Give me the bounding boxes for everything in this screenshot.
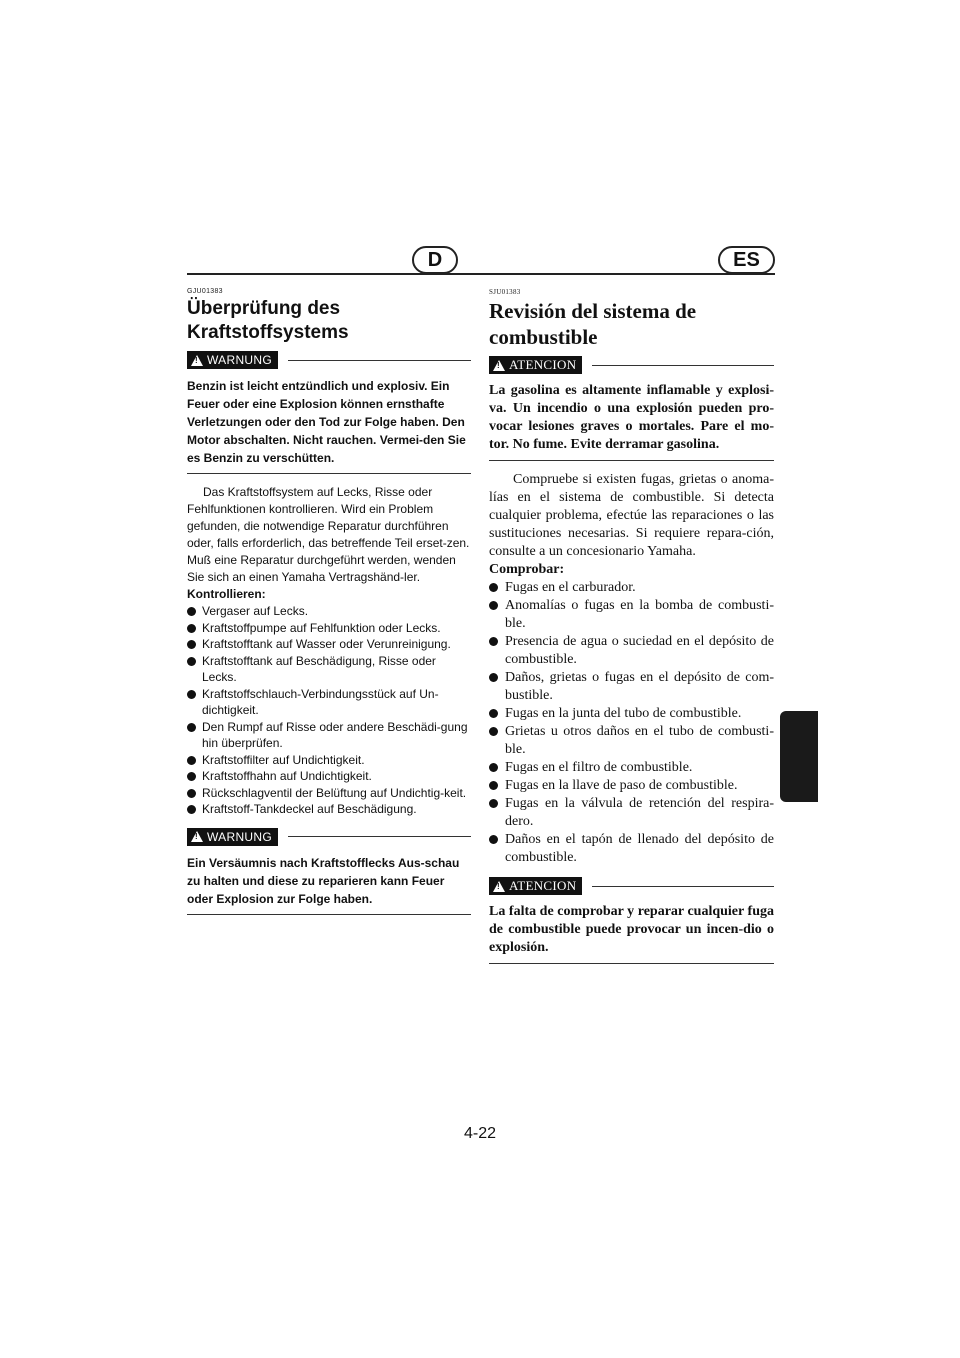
language-tab-de	[412, 246, 458, 274]
bullet-icon	[187, 789, 196, 798]
list-item-text: Daños en el tapón de llenado del depósito de combustible.	[505, 832, 774, 865]
bullet-icon	[489, 799, 498, 808]
section-title-line2: combustible	[489, 325, 598, 349]
list-item-text: Kraftstofftank auf Wasser oder Verunreinigung.	[202, 637, 451, 651]
list-item	[187, 768, 471, 785]
section-title-line1: Revisión del sistema de	[489, 299, 697, 323]
bullet-icon	[187, 756, 196, 765]
list-item	[489, 705, 774, 723]
list-item-text: Fugas en la junta del tubo de combustible.	[505, 706, 742, 721]
bullet-icon	[489, 763, 498, 772]
warning-icon	[191, 355, 203, 366]
list-item-text: Kraftstoff-Tankdeckel auf Beschädigung.	[202, 802, 417, 816]
section-title	[187, 297, 471, 345]
bullet-icon	[489, 835, 498, 844]
page-number: 4-22	[463, 1125, 497, 1142]
list-item-text: Presencia de agua o suciedad en el depósito de combustible.	[505, 634, 774, 667]
body-paragraph: Das Kraftstoffsystem auf Lecks, Risse oder Fehlfunktionen kontrollieren. Wird ein Problem gefunden, die notwendige Reparatur durchführen oder, falls erforderlich, das betreffende Teil erset-zen. Muß eine Reparatur durchgeführt werden, wenden Sie sich an einen Yamaha Vertragshänd-ler.	[187, 485, 470, 584]
list-item-text: Rückschlagventil der Belüftung auf Undichtig-keit.	[202, 785, 467, 800]
list-item-text: Vergaser auf Lecks.	[202, 604, 309, 618]
list-item-text: Fugas en el filtro de combustible.	[505, 760, 693, 775]
language-tab-es	[718, 246, 775, 274]
warning-rule	[288, 360, 471, 361]
list-item	[187, 636, 471, 653]
bullet-icon	[187, 607, 196, 616]
warning-text: La gasolina es altamente inflamable y explosi-va. Un incendio o una explosión pueden pro-vocar lesiones graves o mortales. Pare el mo-tor. No fume. Evite derramar gasolina.	[489, 382, 774, 461]
warning-text: Benzin ist leicht entzündlich und explosiv. Ein Feuer oder eine Explosion können ernsthafte Verletzungen oder den Tod zur Folge haben. Den Motor abschalten. Nicht rauchen. Vermei-den Sie es Benzin zu verschütten.	[187, 377, 471, 474]
bullet-icon	[489, 673, 498, 682]
bullet-icon	[187, 624, 196, 633]
warning-header-2	[187, 828, 471, 846]
warning-badge	[187, 351, 278, 369]
list-item	[489, 669, 774, 705]
bullet-icon	[489, 637, 498, 646]
bullet-icon	[187, 772, 196, 781]
warning-badge-2	[489, 877, 582, 895]
warning-label-2: ATENCION	[509, 878, 577, 893]
check-list	[187, 603, 471, 818]
bullet-icon	[187, 723, 196, 732]
list-item	[187, 785, 471, 802]
warning-icon	[493, 360, 505, 371]
bullet-icon	[489, 583, 498, 592]
list-item	[489, 597, 774, 633]
warning-rule	[592, 365, 774, 366]
list-item-text: Kraftstoffschlauch-Verbindungsstück auf Un-dichtigkeit.	[202, 686, 439, 717]
list-item	[489, 777, 774, 795]
list-item-text: Anomalías o fugas en la bomba de combusti-ble.	[505, 598, 774, 631]
body-paragraph: Compruebe si existen fugas, grietas o anoma-lías en el sistema de combustible. Si detecta cualquier problema, efectúe las reparaciones o las sustituciones necesarias. Si requiere repara-ción, consulte a un concesionario Yamaha.	[489, 472, 774, 559]
list-item	[187, 752, 471, 769]
bullet-icon	[489, 727, 498, 736]
section-title-line1: Überprüfung des	[187, 298, 341, 319]
bullet-icon	[489, 781, 498, 790]
spanish-column	[489, 288, 774, 964]
list-item	[187, 620, 471, 637]
warning-badge	[489, 356, 582, 374]
warning-badge-2	[187, 828, 278, 846]
list-item-text: Kraftstofftank auf Beschädigung, Risse oder Lecks.	[202, 653, 436, 684]
list-item-text: Kraftstoffpumpe auf Fehlfunktion oder Lecks.	[202, 620, 441, 635]
check-heading: Kontrollieren:	[187, 587, 266, 601]
list-item	[187, 719, 471, 752]
warning-rule-2	[592, 886, 774, 887]
language-tab-es-label: ES	[733, 248, 760, 271]
list-item-text: Kraftstoffhahn auf Undichtigkeit.	[202, 769, 372, 783]
list-item	[187, 801, 471, 818]
bullet-icon	[187, 657, 196, 666]
warning-rule-2	[288, 836, 471, 837]
list-item-text: Den Rumpf auf Risse oder andere Beschädi-gung hin überprüfen.	[202, 719, 468, 750]
list-item	[489, 633, 774, 669]
list-item	[187, 603, 471, 620]
warning-header-2	[489, 877, 774, 895]
warning-text-2: La falta de comprobar y reparar cualquier fuga de combustible puede provocar un incen-dio o explosión.	[489, 903, 774, 964]
list-item	[489, 579, 774, 597]
warning-header	[489, 356, 774, 374]
bullet-icon	[187, 805, 196, 814]
list-item	[489, 831, 774, 867]
bullet-icon	[187, 640, 196, 649]
list-item	[489, 759, 774, 777]
warning-text-2: Ein Versäumnis nach Kraftstofflecks Aus-schau zu halten und diese zu reparieren kann Feuer oder Explosion zur Folge haben.	[187, 854, 471, 915]
list-item-text: Kraftstoffilter auf Undichtigkeit.	[202, 752, 365, 767]
warning-header	[187, 351, 471, 369]
list-item-text: Fugas en la llave de paso de combustible.	[505, 778, 738, 793]
list-item	[187, 686, 471, 719]
list-item	[187, 653, 471, 686]
list-item-text: Daños, grietas o fugas en el depósito de com-bustible.	[505, 670, 774, 703]
check-heading: Comprobar:	[489, 562, 565, 577]
section-title	[489, 298, 774, 350]
header-rule	[187, 273, 775, 275]
check-list	[489, 579, 774, 867]
list-item-text: Fugas en el carburador.	[505, 580, 636, 595]
warning-label: WARNUNG	[207, 353, 272, 367]
section-title-line2: Kraftstoffsystems	[187, 322, 349, 343]
german-column	[187, 288, 471, 915]
list-item-text: Grietas u otros daños en el tubo de combusti-ble.	[505, 724, 774, 757]
warning-label-2: WARNUNG	[207, 829, 272, 844]
bullet-icon	[489, 709, 498, 718]
section-code: SJU01383	[489, 288, 521, 296]
warning-icon	[493, 881, 505, 892]
language-tab-de-label: D	[427, 248, 443, 271]
list-item	[489, 723, 774, 759]
section-code: GJU01383	[187, 288, 223, 295]
list-item	[489, 795, 774, 831]
bullet-icon	[187, 690, 196, 699]
list-item-text: Fugas en la válvula de retención del respira-dero.	[505, 796, 774, 829]
warning-icon	[191, 831, 203, 842]
chapter-thumb-tab	[780, 711, 818, 802]
warning-label: ATENCION	[509, 357, 577, 372]
bullet-icon	[489, 601, 498, 610]
